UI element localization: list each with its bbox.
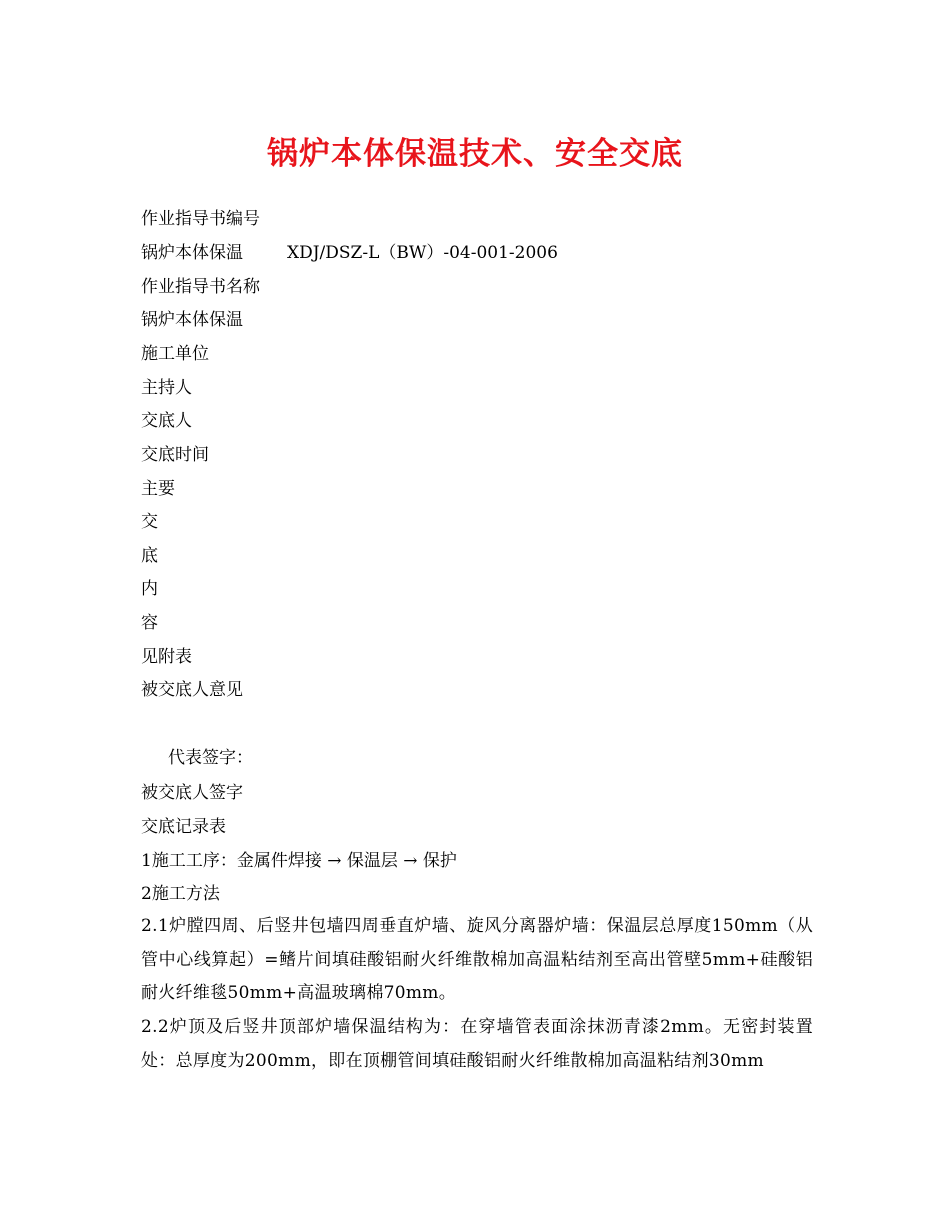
doc-line-char-4: 容 (141, 613, 158, 633)
doc-line-presenter: 交底人 (141, 411, 192, 431)
doc-line-main: 主要 (141, 479, 175, 499)
doc-line-char-3: 内 (141, 579, 158, 599)
doc-line-guide-number-label: 作业指导书编号 (141, 209, 260, 229)
doc-line-guide-name: 锅炉本体保温 (141, 310, 243, 330)
doc-line-construction-unit: 施工单位 (141, 344, 209, 364)
doc-paragraph-2-2: 2.2炉顶及后竖井顶部炉墙保温结构为：在穿墙管表面涂抹沥青漆2mm。无密封装置处：总厚度为200mm，即在顶棚管间填硅酸铝耐火纤维散棉加高温粘结剂30mm (141, 1017, 813, 1071)
doc-line-guide-name-label: 作业指导书名称 (141, 277, 260, 297)
doc-line-method-heading: 2施工方法 (141, 884, 220, 904)
doc-paragraph-2-1: 2.1炉膛四周、后竖井包墙四周垂直炉墙、旋风分离器炉墙：保温层总厚度150mm（从管中心线算起）=鳍片间填硅酸铝耐火纤维散棉加高温粘结剂至高出管壁5mm+硅酸铝耐火纤维毯50mm+高温玻璃棉70mm。 (141, 916, 813, 1003)
doc-line-opinion: 被交底人意见 (141, 680, 243, 700)
doc-line-boiler-insulation-text: 锅炉本体保温 (141, 243, 243, 263)
doc-line-procedure: 1施工工序：金属件焊接 → 保温层 → 保护 (141, 851, 457, 871)
doc-line-char-1: 交 (141, 512, 158, 532)
guide-number-code: XDJ/DSZ-L（BW）-04-001-2006 (287, 243, 558, 263)
doc-line-char-2: 底 (141, 546, 158, 566)
doc-line-receiver-signature: 被交底人签字 (141, 783, 243, 803)
doc-line-see-attachment: 见附表 (141, 647, 192, 667)
doc-line-record-table: 交底记录表 (141, 817, 226, 837)
doc-line-rep-signature: 代表签字： (168, 748, 253, 768)
doc-line-boiler-insulation (141, 243, 558, 263)
doc-line-host: 主持人 (141, 378, 192, 398)
document-title: 锅炉本体保温技术、安全交底 (267, 136, 683, 172)
doc-line-time: 交底时间 (141, 445, 209, 465)
